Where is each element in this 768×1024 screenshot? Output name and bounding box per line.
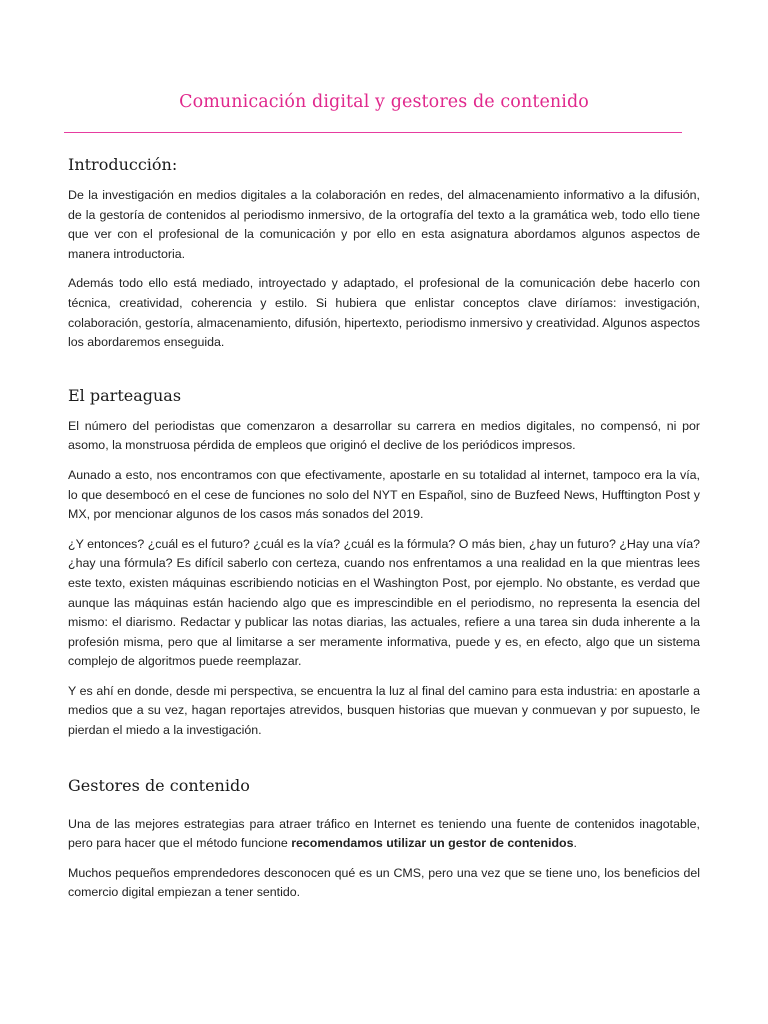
title-divider: [64, 132, 682, 133]
document-title: Comunicación digital y gestores de contenido: [179, 92, 589, 112]
paragraph-text: Una de las mejores estrategias para atraer tráfico en Internet es teniendo una fuente de contenidos inagotable, pero para hacer que el método funcione: [68, 816, 700, 851]
paragraph: Muchos pequeños emprendedores desconocen qué es un CMS, pero una vez que se tiene uno, los beneficios del comercio digital empiezan a tener sentido.: [68, 865, 700, 900]
paragraph: ¿Y entonces? ¿cuál es el futuro? ¿cuál es la vía? ¿cuál es la fórmula? O más bien, ¿hay un futuro? ¿Hay una vía? ¿hay una fórmula? Es difícil saberlo con certeza, cuando nos enfrentamos a una realidad en la que mientras lees este texto, existen máquinas escribiendo noticias en el Washington Post, por ejemplo. No obstante, es verdad que aunque las máquinas están haciendo algo que es imprescindible en el periodismo, no representa la esencia del mismo: el diarismo. Redactar y publicar las notas diarias, las actuales, refiere a una tarea sin duda inherente a la profesión misma, pero que al limitarse a ser meramente informativa, puede y es, en efecto, algo que un sistema complejo de algoritmos puede reemplazar.: [68, 536, 700, 669]
paragraph: Además todo ello está mediado, introyectado y adaptado, el profesional de la comunicación debe hacerlo con técnica, creatividad, coherencia y estilo. Si hubiera que enlistar conceptos clave diríamos: investigación, colaboración, gestoría, almacenamiento, difusión, hipertexto, periodismo inmersivo y creatividad. Algunos aspectos los abordaremos enseguida.: [68, 276, 700, 350]
paragraph-text-end: .: [573, 836, 577, 851]
paragraph: Aunado a esto, nos encontramos con que efectivamente, apostarle en su totalidad al internet, tampoco era la vía, lo que desembocó en el cese de funciones no solo del NYT en Español, sino de Buzfeed News, Hufftington Post y MX, por mencionar algunos de los casos más sonados del 2019.: [68, 467, 700, 522]
emphasis-text: recomendamos utilizar un gestor de contenidos: [291, 836, 574, 851]
paragraph: Y es ahí en donde, desde mi perspectiva, se encuentra la luz al final del camino para esta industria: en apostarle a medios que a su vez, hagan reportajes atrevidos, busquen historias que muevan y conmuevan y por supuesto, le pierdan el miedo a la investigación.: [68, 683, 700, 738]
section-heading-el-parteaguas: El parteaguas: [68, 385, 182, 405]
document-body: [68, 154, 700, 903]
section-heading-gestores-de-contenido: Gestores de contenido: [68, 775, 250, 795]
section-heading-introduccion: Introducción:: [68, 155, 178, 174]
paragraph: De la investigación en medios digitales a la colaboración en redes, del almacenamiento informativo a la difusión, de la gestoría de contenidos al periodismo inmersivo, de la ortografía del texto a la gramática web, todo ello tiene que ver con el profesional de la comunicación y por ello en esta asignatura abordamos algunos aspectos de manera introductoria.: [68, 188, 700, 261]
paragraph-with-emphasis: [68, 815, 700, 854]
paragraph: El número del periodistas que comenzaron a desarrollar su carrera en medios digitales, no compensó, ni por asomo, la monstruosa pérdida de empleos que originó el declive de los periódicos impresos.: [68, 418, 700, 453]
